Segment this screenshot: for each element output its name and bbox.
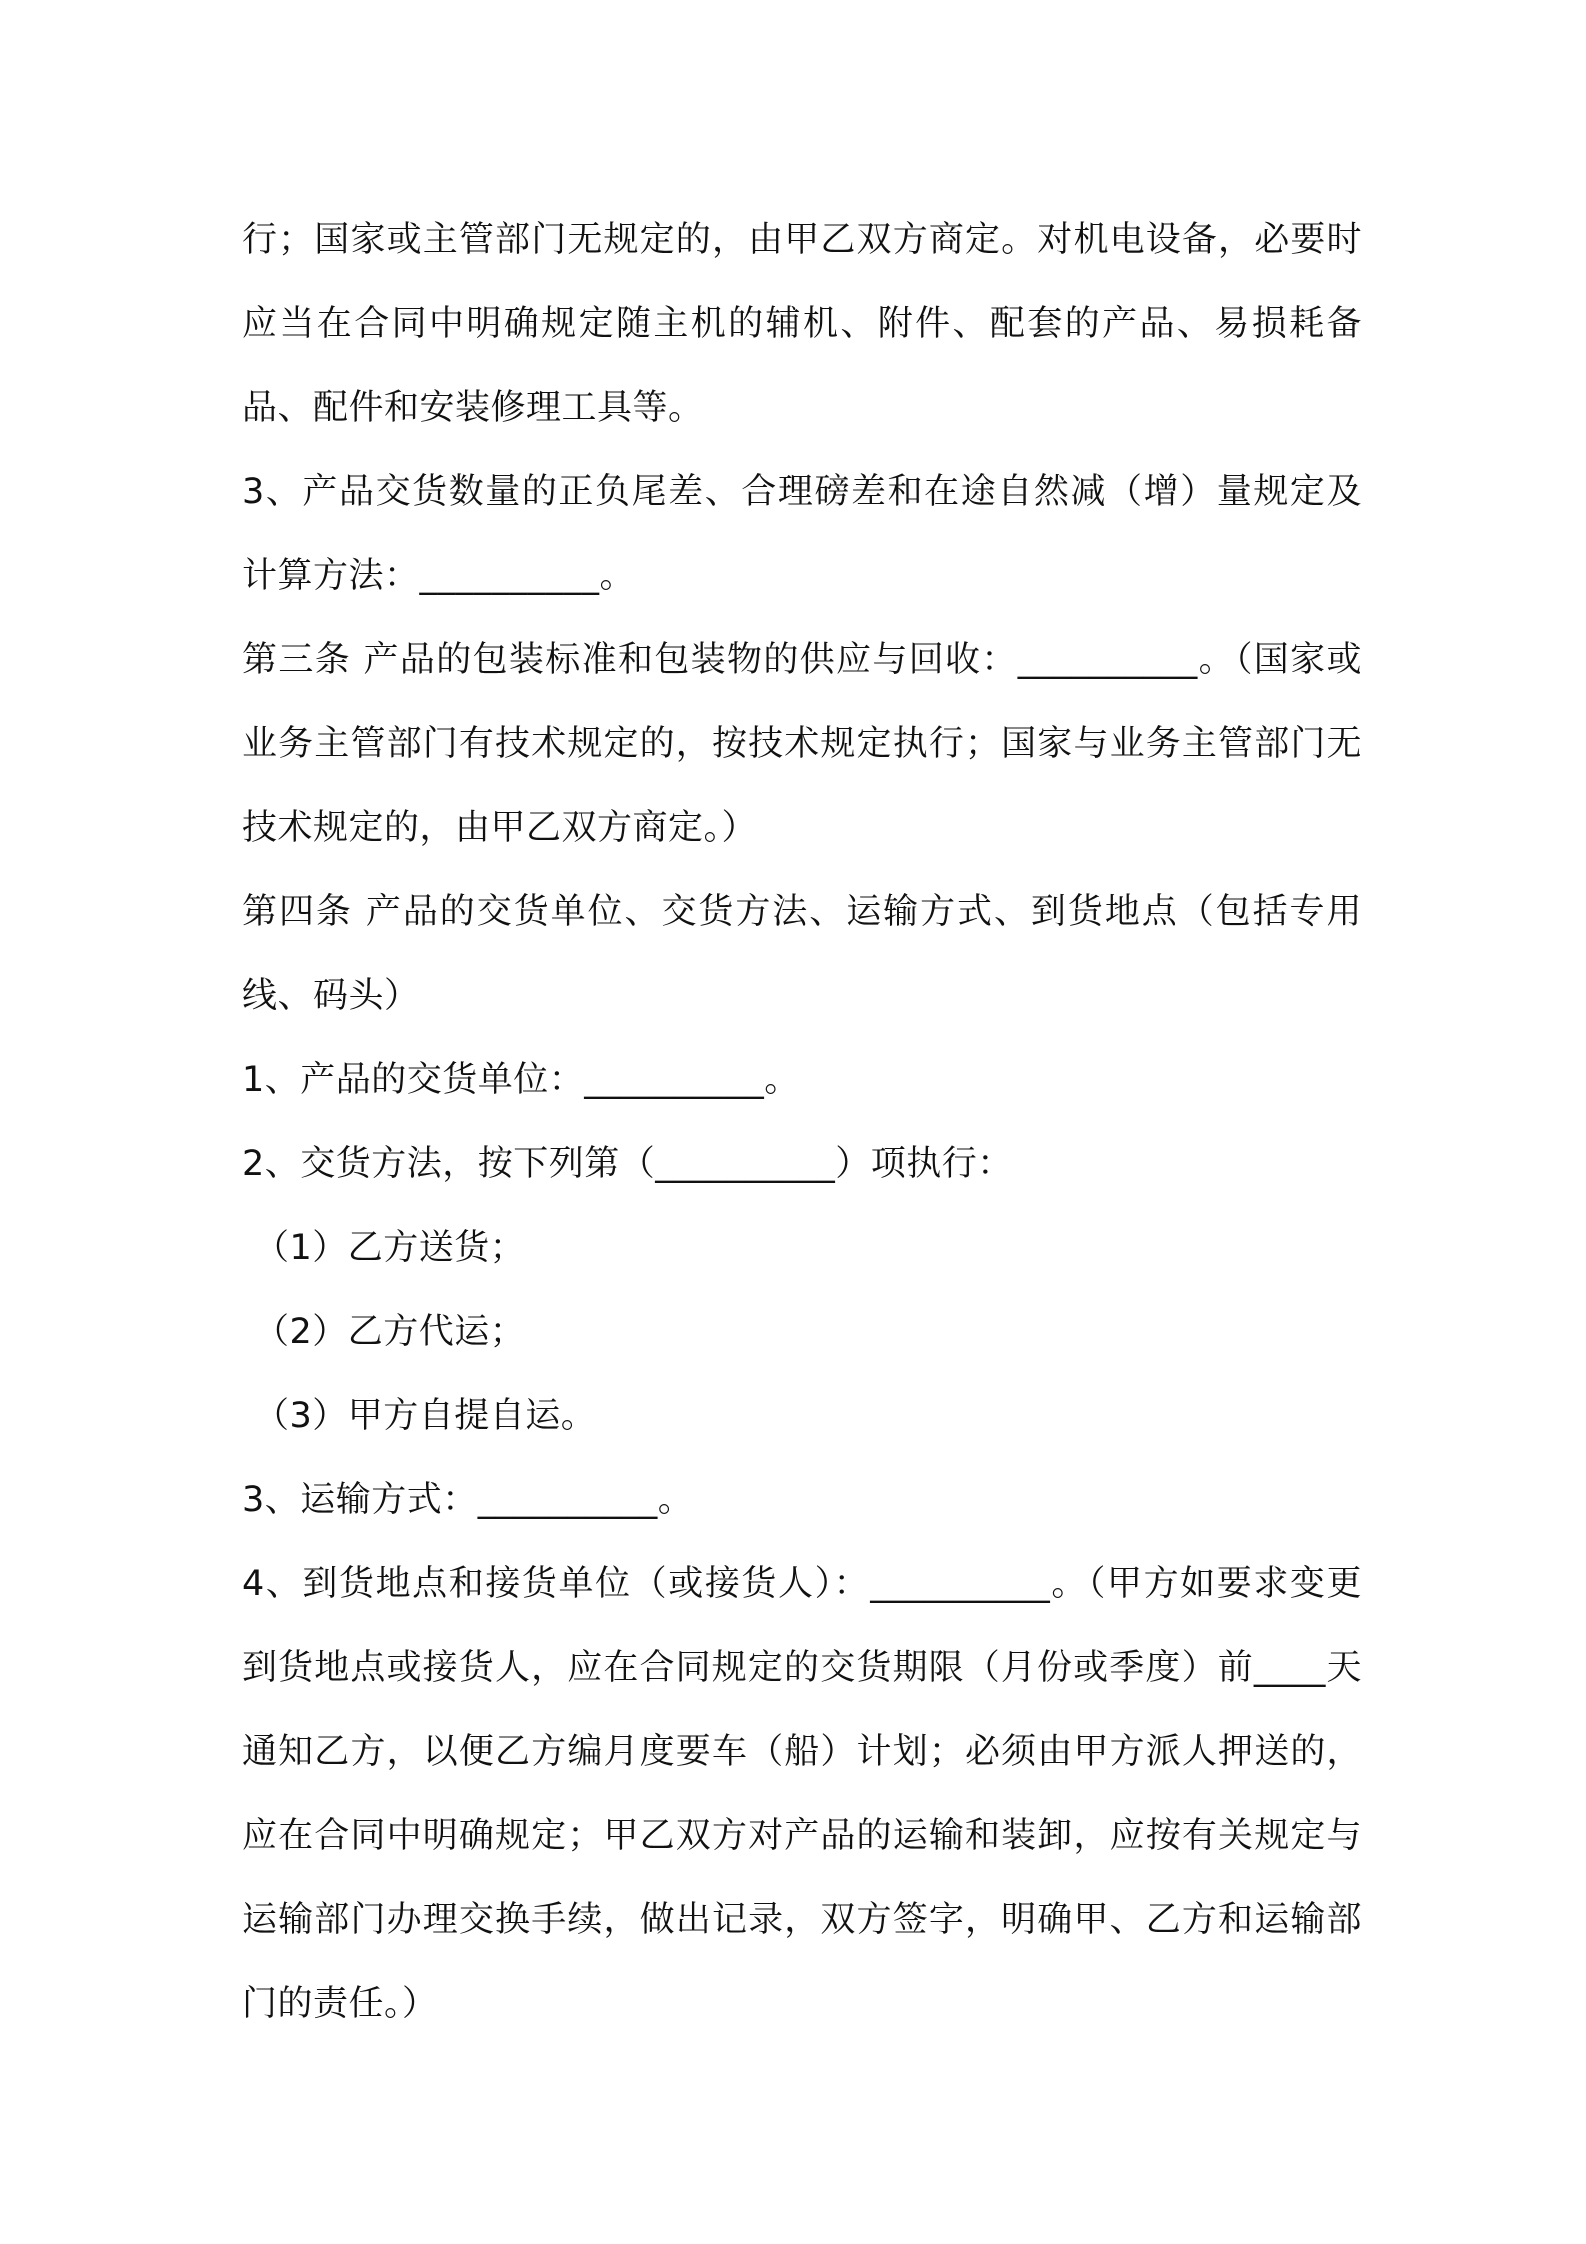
paragraph-arrival-location: 4、到货地点和接货单位（或接货人）：__________。（甲方如要求变更到货地点或接货人，应在合同规定的交货期限（月份或季度）前____天通知乙方，以便乙方编月度要车（船）计划；必须由甲方派人押送的，应在合同中明确规定；甲乙双方对产品的运输和装卸，应按有关规定与运输部门办理交换手续，做出记录，双方签字，明确甲、乙方和运输部门的责任。） xyxy=(242,1564,1362,2024)
paragraph-article-three-packaging: 第三条 产品的包装标准和包装物的供应与回收：__________。（国家或业务主管部门有技术规定的，按技术规定执行；国家与业务主管部门无技术规定的，由甲乙双方商定。） xyxy=(242,640,1362,848)
paragraph-delivery-unit: 1、产品的交货单位：__________。 xyxy=(242,1060,800,1100)
paragraph-continuation-equipment: 行；国家或主管部门无规定的，由甲乙双方商定。对机电设备，必要时应当在合同中明确规定随主机的辅机、附件、配套的产品、易损耗备品、配件和安装修理工具等。 xyxy=(242,220,1362,428)
paragraph-quantity-tolerance: 3、产品交货数量的正负尾差、合理磅差和在途自然减（增）量规定及计算方法：__________。 xyxy=(242,472,1362,596)
list-item-seller-delivers: （1）乙方送货； xyxy=(254,1228,526,1268)
paragraph-transport-method: 3、运输方式：__________。 xyxy=(242,1480,694,1520)
paragraph-delivery-method: 2、交货方法，按下列第（__________）项执行： xyxy=(242,1144,1013,1184)
document-body xyxy=(242,198,1362,2046)
paragraph-article-four-delivery: 第四条 产品的交货单位、交货方法、运输方式、到货地点（包括专用线、码头） xyxy=(242,892,1362,1016)
list-item-buyer-picks-up: （3）甲方自提自运。 xyxy=(254,1396,597,1436)
list-item-seller-ships: （2）乙方代运； xyxy=(254,1312,526,1352)
